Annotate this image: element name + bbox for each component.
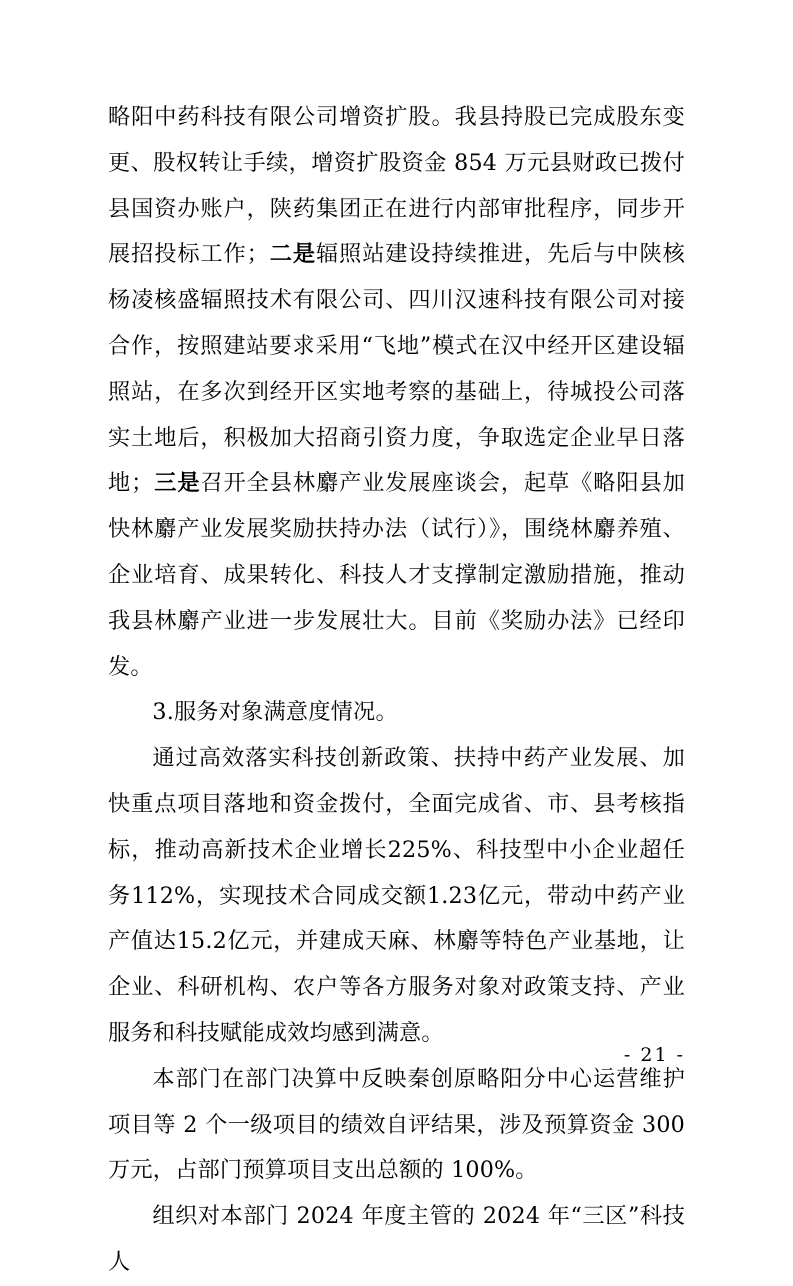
paragraph-text: 组织对本部门 2024 年度主管的 2024 年“三区”科技人	[108, 1203, 685, 1275]
paragraph-text: 略阳中药科技有限公司增资扩股。我县持股已完成股东变更、股权转让手续，增资扩股资金 854 万元县财政已拨付县国资办账户，陕药集团正在进行内部审批程序，同步开展招投标工作；	[108, 104, 685, 268]
paragraph	[108, 1057, 685, 1194]
paragraph-text: 辐照站建设持续推进，先后与中陕核杨凌核盛辐照技术有限公司、四川汉速科技有限公司对接合作，按照建站要求采用“飞地”模式在汉中经开区建设辐照站，在多次到经开区实地考察的基础上，待城投公司落实土地后，积极加大招商引资力度，争取选定企业早日落地；	[108, 241, 685, 497]
paragraph	[108, 1194, 685, 1286]
paragraph-lead-in: 二是	[269, 241, 316, 268]
paragraph-text: 3.服务对象满意度情况。	[152, 699, 398, 726]
document-body	[108, 95, 685, 1286]
paragraph	[108, 95, 685, 690]
page-number: - 21 -	[623, 1044, 685, 1066]
paragraph-text: 通过高效落实科技创新政策、扶持中药产业发展、加快重点项目落地和资金拨付，全面完成省、市、县考核指标，推动高新技术企业增长225%、科技型中小企业超任务112%，实现技术合同成交额1.23亿元，带动中药产业产值达15.2亿元，并建成天麻、林麝等特色产业基地，让企业、科研机构、农户等各方服务对象对政策支持、产业服务和科技赋能成效均感到满意。	[108, 745, 685, 1046]
paragraph-text: 召开全县林麝产业发展座谈会，起草《略阳县加快林麝产业发展奖励扶持办法（试行）》，围绕林麝养殖、企业培育、成果转化、科技人才支撑制定激励措施，推动我县林麝产业进一步发展壮大。目前《奖励办法》已经印发。	[108, 470, 685, 680]
paragraph-lead-in: 三是	[153, 470, 201, 497]
paragraph	[108, 690, 685, 736]
paragraph-text: 本部门在部门决算中反映秦创原略阳分中心运营维护项目等 2 个一级项目的绩效自评结果，涉及预算资金 300 万元，占部门预算项目支出总额的 100%。	[108, 1065, 685, 1184]
paragraph	[108, 736, 685, 1057]
